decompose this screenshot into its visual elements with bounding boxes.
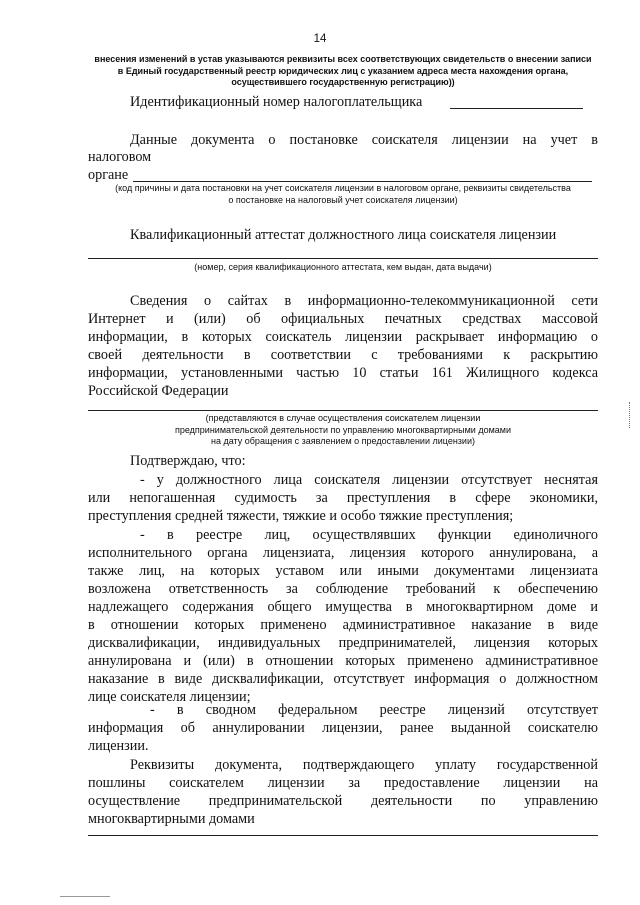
websites-line: Российской Федерации: [88, 383, 229, 399]
fee-block: [88, 756, 598, 828]
confirm-item-1-line: или непогашенная судимость за преступления в сфере экономики,: [88, 490, 598, 506]
tax-doc-line: органе: [88, 167, 129, 183]
websites-block: [88, 292, 598, 400]
confirm-item-3-line: - в сводном федеральном реестре лицензий отсутствует: [150, 702, 598, 718]
websites-line: информации, установленными частью 10 статьи 161 Жилищного кодекса: [88, 365, 598, 381]
fee-line: пошлины соискателем лицензии за предоставление лицензии на: [88, 775, 598, 791]
websites-line: Сведения о сайтах в информационно-телекоммуникационной сети: [130, 293, 598, 309]
confirm-item-2: [88, 526, 598, 706]
qual-cert-title: Квалификационный аттестат должностного лица соискателя лицензии: [130, 227, 557, 243]
qual-cert-field-line: [88, 258, 598, 259]
confirm-item-2-line: аннулирована и (или) в отношении которых применено административное: [88, 653, 598, 669]
fee-line: осуществление предпринимательской деятельности по управлению: [88, 793, 598, 809]
websites-note: [88, 413, 598, 448]
tax-doc-line: налоговом: [88, 149, 152, 165]
confirm-item-2-line: - в реестре лиц, осуществлявших функции единоличного: [140, 527, 598, 543]
confirm-item-2-line: надлежащего содержания общего имущества в многоквартирном доме и: [88, 599, 598, 615]
websites-line: Интернет и (или) об официальных печатных средствах массовой: [88, 311, 598, 327]
confirm-item-2-line: наказание в виде дисквалификации, отсутствует информация о должностном: [88, 671, 598, 687]
note-top-line: внесения изменений в устав указываются реквизиты всех соответствующих свидетельств о внесении записи: [94, 54, 592, 64]
tax-doc-line: Данные документа о постановке соискателя лицензии на учет в: [130, 132, 598, 148]
qual-cert-note: (номер, серия квалификационного аттестата, кем выдан, дата выдачи): [194, 262, 492, 272]
websites-note-line: (представляются в случае осуществления соискателем лицензии: [205, 413, 481, 423]
websites-line: информации, в которых соискатель лицензии раскрывает информацию о: [88, 329, 598, 345]
page-number: 14: [313, 33, 327, 45]
confirm-item-1-line: - у должностного лица соискателя лицензии отсутствует неснятая: [140, 472, 598, 488]
confirm-item-2-line: в отношении которых применено административное наказание в виде: [88, 617, 598, 633]
confirm-item-3: [88, 701, 598, 755]
tax-organ-field-line: [133, 181, 592, 182]
confirm-item-2-line: исполнительного органа лицензиата, лицензия которого аннулирована, а: [88, 545, 598, 561]
note-top-line: осуществившего государственную регистрацию)): [231, 77, 455, 87]
fee-field-line: [88, 835, 598, 836]
tax-doc-note: [88, 183, 598, 206]
footer-mark: [60, 896, 110, 897]
websites-note-line: на дату обращения с заявлением о предоставлении лицензии): [211, 436, 475, 446]
confirm-item-3-line: лицензии.: [88, 738, 149, 754]
confirm-item-2-line: возложена ответственность за соблюдение требований к обеспечению: [88, 581, 598, 597]
confirm-item-2-line: лице соискателя лицензии;: [88, 689, 251, 705]
confirm-item-3-line: информация об аннулировании лицензии, ранее выданной соискателю: [88, 720, 598, 736]
websites-line: своей деятельности в соответствии с требованиями к раскрытию: [88, 347, 598, 363]
tax-doc-note-line: о постановке на налоговый учет соискателя лицензии): [228, 194, 458, 205]
websites-field-line: [88, 410, 598, 411]
fee-line: Реквизиты документа, подтверждающего уплату государственной: [130, 757, 598, 773]
scan-mark: [629, 402, 634, 428]
confirm-item-1-line: преступления средней тяжести, тяжкие и особо тяжкие преступления;: [88, 508, 514, 524]
tax-doc-note-line: (код причины и дата постановки на учет соискателя лицензии в налоговом органе, реквизиты свидетельства: [115, 183, 571, 193]
confirm-item-2-line: также лиц, на которых уставом или иными документами лицензиата: [88, 563, 598, 579]
websites-note-line: предпринимательской деятельности по управлению многоквартирными домами: [174, 424, 511, 435]
confirm-item-1: [88, 471, 598, 525]
confirm-item-2-line: дисквалификации, индивидуальных предпринимателей, лицензия которых: [88, 635, 598, 651]
fee-line: многоквартирными домами: [88, 811, 255, 827]
inn-label: Идентификационный номер налогоплательщика: [130, 94, 423, 110]
inn-field-line: [450, 108, 583, 109]
confirm-intro: Подтверждаю, что:: [130, 453, 246, 469]
note-top: [88, 54, 598, 89]
note-top-line: в Единый государственный реестр юридических лиц с указанием адреса места нахождения органа,: [117, 65, 569, 76]
